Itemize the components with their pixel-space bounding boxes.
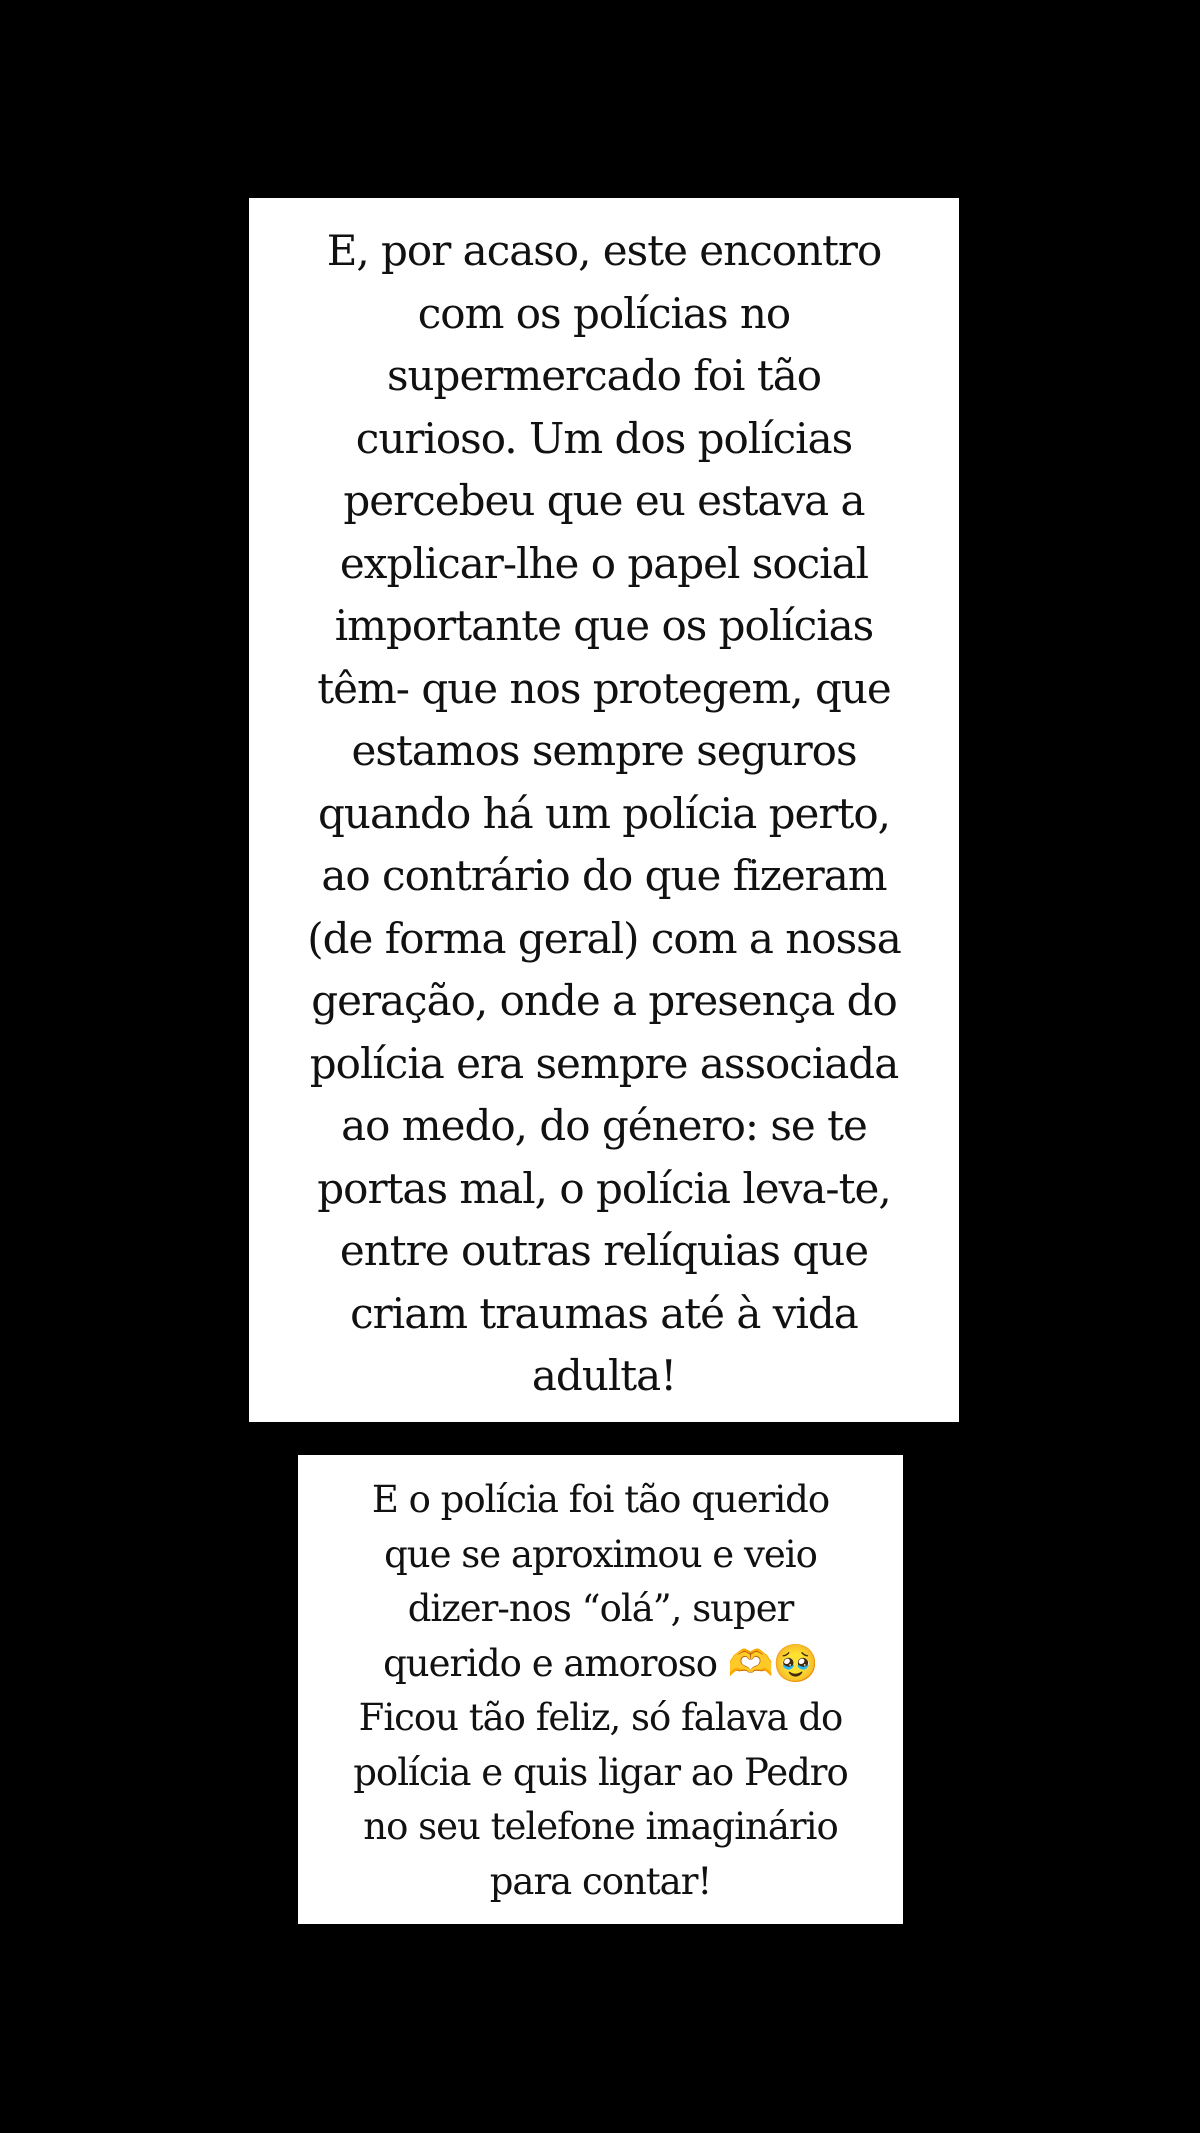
story-text-first: E, por acaso, este encontro com os polícias no supermercado foi tão curioso. Um dos polícias percebeu que eu estava a explicar-lhe o papel social importante que os polícias têm- que nos protegem, que estamos sempre seguros quando há um polícia perto, ao contrário do que fizeram (de forma geral) com a nossa geração, onde a presença do polícia era sempre associada ao medo, do género: se te portas mal, o polícia leva-te, entre outras relíquias que criam traumas até à vida adulta! [307, 226, 901, 1400]
story-text-card-second [298, 1455, 903, 1924]
story-text-second: E o polícia foi tão querido que se aproximou e veio dizer-nos “olá”, super querido e amoroso 🫶🥹 Ficou tão feliz, só falava do polícia e quis ligar ao Pedro no seu telefone imaginário para contar! [353, 1478, 848, 1903]
story-text-card-first [249, 198, 959, 1422]
